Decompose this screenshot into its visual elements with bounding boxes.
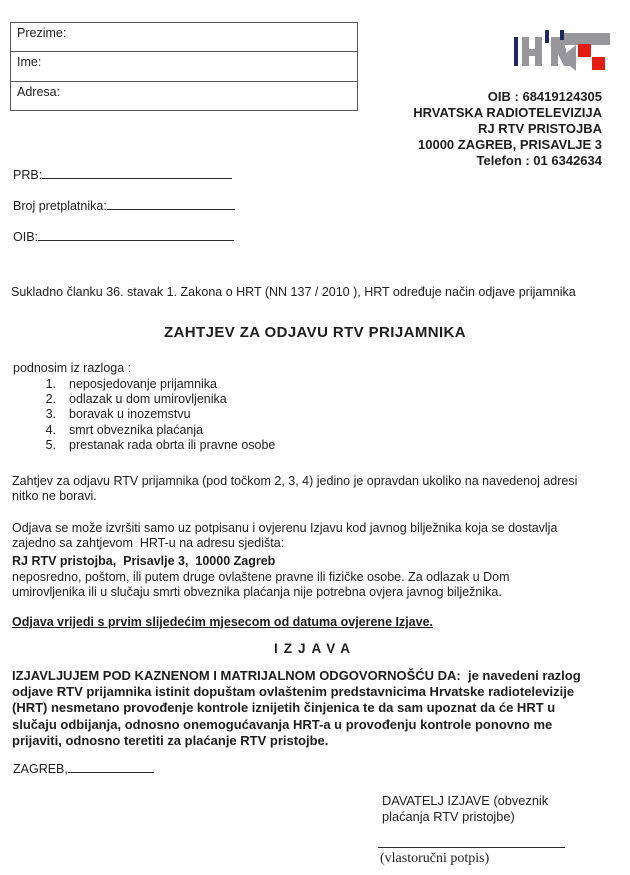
list-item bbox=[36, 423, 275, 438]
prb-field bbox=[13, 166, 232, 182]
statement-line: prijaviti, odnosno teretiti za plaćanje RTV pristojbe. bbox=[12, 732, 329, 748]
paragraph-delivery bbox=[12, 570, 622, 601]
paragraph-line: nitko ne boravi. bbox=[12, 489, 97, 504]
surname-field bbox=[11, 23, 357, 52]
list-item bbox=[36, 392, 275, 407]
signature-line bbox=[378, 847, 565, 848]
hrt-logo-icon bbox=[514, 30, 615, 78]
surname-label: Prezime: bbox=[17, 26, 67, 40]
subscriber-blank-line bbox=[107, 197, 235, 210]
list-item-text: odlazak u dom umirovljenika bbox=[69, 392, 227, 407]
paragraph-notary bbox=[12, 521, 622, 552]
form-title: ZAHTJEV ZA ODJAVU RTV PRIJAMNIKA bbox=[164, 324, 466, 341]
firstname-field bbox=[11, 52, 357, 81]
hrt-logo bbox=[514, 30, 615, 78]
paragraph-line: zajedno sa zahtjevom HRT-u na adresu sjedišta: bbox=[12, 536, 285, 551]
list-item-text: neposjedovanje prijamnika bbox=[69, 377, 218, 391]
list-item-number: 3. bbox=[45, 407, 56, 422]
paragraph-line: neposredno, poštom, ili putem druge ovlaštene pravne ili fizičke osobe. Za odlazak u Dom bbox=[12, 570, 510, 584]
statement-line: (HRT) nesmetano provođenje kontrole iznijetih činjenica te da sam upoznat da će HRT u bbox=[12, 700, 556, 716]
subscriber-number-field bbox=[13, 197, 235, 213]
oib-field bbox=[13, 228, 234, 244]
list-item-text: boravak u inozemstvu bbox=[69, 407, 191, 422]
signer-block bbox=[382, 793, 548, 824]
signer-line: plaćanja RTV pristojbe) bbox=[382, 808, 515, 824]
legal-intro-text: Sukladno članku 36. stavak 1. Zakona o HRT (NN 137 / 2010 ), HRT određuje način odjave prijamnika bbox=[11, 285, 576, 299]
address-label: Adresa: bbox=[17, 84, 61, 99]
signer-line: DAVATELJ IZJAVE (obveznik bbox=[382, 793, 549, 808]
org-dept: RJ RTV PRISTOJBA bbox=[477, 121, 602, 136]
oib-blank-line bbox=[38, 228, 234, 241]
reasons-lead-text: podnosim iz razloga : bbox=[13, 361, 132, 375]
statement-body bbox=[12, 668, 626, 749]
statement-line: slučaju odbijanja, odnosno onemogućavanja HRT-a u provođenju kontrole ponovno me bbox=[12, 716, 553, 732]
prb-label: PRB: bbox=[13, 168, 43, 182]
org-oib: OIB : 68419124305 bbox=[487, 89, 602, 104]
hq-address-bold: RJ RTV pristojba, Prisavlje 3, 10000 Zagreb bbox=[12, 554, 276, 568]
oib-label: OIB: bbox=[13, 230, 39, 244]
list-item bbox=[36, 407, 275, 422]
org-phone: Telefon : 01 6342634 bbox=[476, 153, 602, 168]
list-item-number: 5. bbox=[45, 437, 56, 452]
statement-line: odjave RTV prijamnika istinit dopuštam ovlaštenim predstavnicima Hrvatske radiotelevizije bbox=[12, 684, 575, 700]
statement-heading: IZJAVA bbox=[273, 641, 356, 656]
paragraph-line: Odjava se može izvršiti samo uz potpisanu i ovjerenu Izjavu kod javnog bilježnika koja se dostavlja bbox=[12, 521, 558, 535]
list-item bbox=[36, 377, 275, 392]
statement-line: IZJAVLJUJEM POD KAZNENOM I MATRIJALNOM ODGOVORNOŠĆU DA: je navedeni razlog bbox=[12, 668, 581, 683]
paragraph-validity bbox=[12, 474, 622, 505]
paragraph-line: umirovljenika ili u slučaju smrti obveznika plaćanja nije potrebna ovjera javnog bilježnika. bbox=[12, 585, 502, 600]
city-label: ZAGREB, bbox=[13, 762, 68, 776]
date-blank-line bbox=[68, 760, 154, 773]
signature-caption: (vlastoručni potpis) bbox=[380, 851, 490, 866]
org-header bbox=[260, 89, 602, 169]
list-item bbox=[36, 438, 275, 453]
list-item-number: 2. bbox=[45, 392, 56, 407]
validity-note-underlined: Odjava vrijedi s prvim slijedećim mjesecom od datuma ovjerene Izjave. bbox=[12, 615, 434, 629]
list-item-number: 4. bbox=[45, 422, 56, 437]
org-address: 10000 ZAGREB, PRISAVLJE 3 bbox=[418, 137, 602, 152]
reasons-list bbox=[36, 377, 275, 453]
firstname-label: Ime: bbox=[17, 55, 42, 70]
list-item-text: prestanak rada obrta ili pravne osobe bbox=[69, 437, 276, 452]
list-item-number: 1. bbox=[45, 377, 56, 391]
city-date-field bbox=[13, 760, 154, 776]
subscriber-number-label: Broj pretplatnika: bbox=[13, 199, 107, 213]
paragraph-line: Zahtjev za odjavu RTV prijamnika (pod točkom 2, 3, 4) jedino je opravdan ukoliko na navedenoj adresi bbox=[12, 474, 578, 488]
org-name: HRVATSKA RADIOTELEVIZIJA bbox=[413, 105, 602, 120]
prb-blank-line bbox=[42, 166, 232, 179]
list-item-text: smrt obveznika plaćanja bbox=[69, 422, 204, 437]
